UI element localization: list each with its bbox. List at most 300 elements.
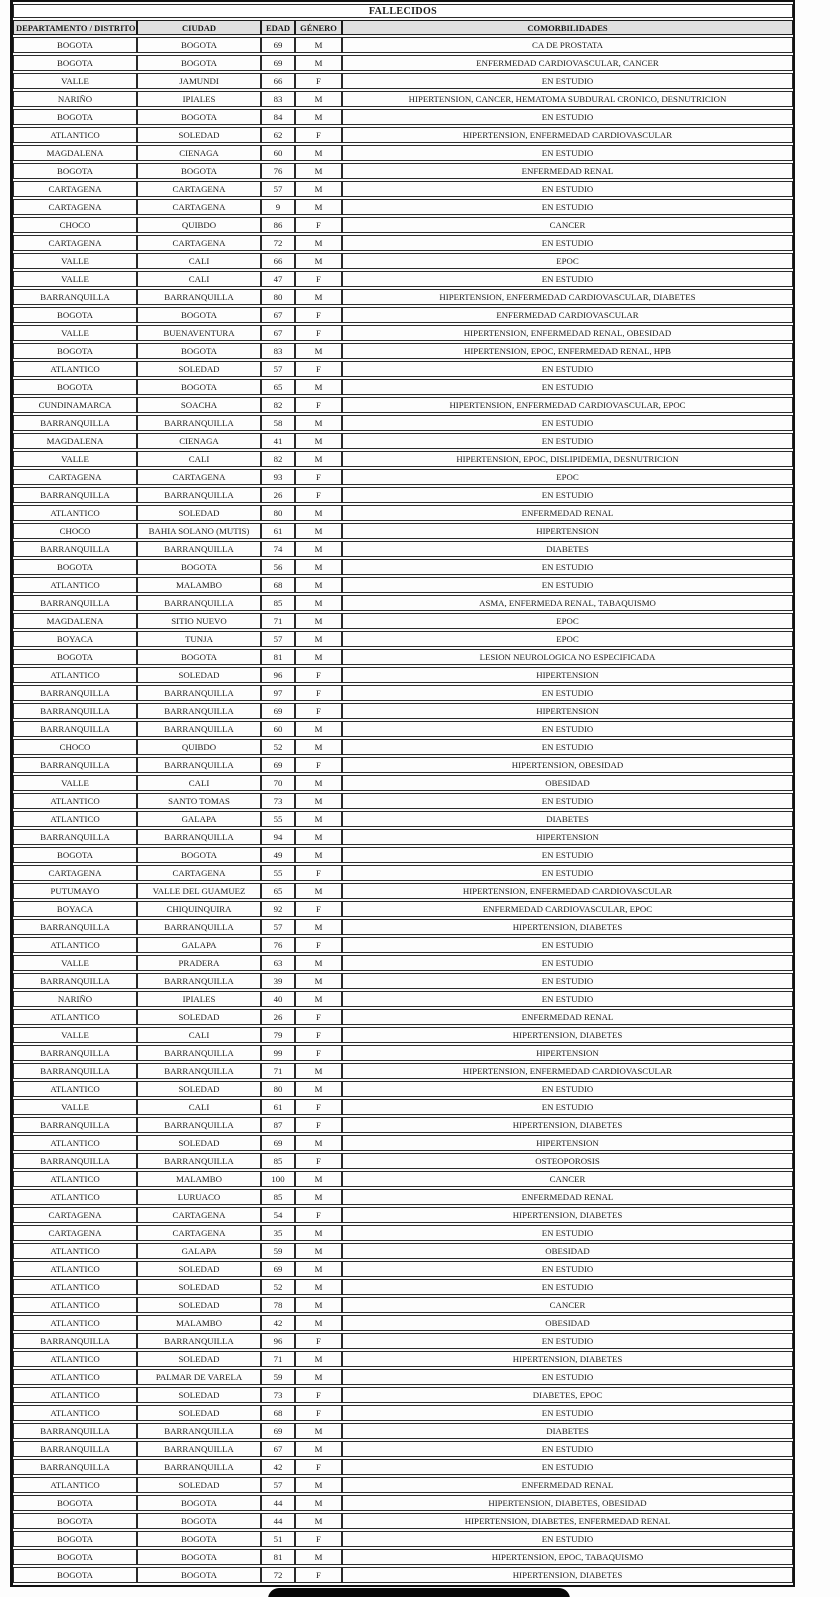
cell-comorbilidades: EN ESTUDIO [342,109,793,125]
cell-genero: F [295,1099,342,1115]
cell-edad: 72 [261,1567,295,1583]
cell-genero: M [295,415,342,431]
cell-edad: 76 [261,937,295,953]
cell-genero: F [295,127,342,143]
cell-departamento: BARRANQUILLA [13,595,137,611]
table-row [13,433,793,449]
cell-genero: F [295,1009,342,1025]
cell-comorbilidades: EN ESTUDIO [342,1369,793,1385]
cell-genero: M [295,739,342,755]
cell-genero: M [295,541,342,557]
cell-departamento: ATLANTICO [13,1315,137,1331]
cell-edad: 96 [261,1333,295,1349]
cell-departamento: VALLE [13,271,137,287]
cell-departamento: CARTAGENA [13,199,137,215]
table-row [13,1369,793,1385]
cell-comorbilidades: HIPERTENSION, ENFERMEDAD CARDIOVASCULAR [342,127,793,143]
cell-edad: 69 [261,1423,295,1439]
cell-genero: M [295,577,342,593]
cell-departamento: VALLE [13,1099,137,1115]
table-row [13,217,793,233]
table-row [13,1045,793,1061]
cell-departamento: BARRANQUILLA [13,1441,137,1457]
cell-comorbilidades: ASMA, ENFERMEDA RENAL, TABAQUISMO [342,595,793,611]
cell-comorbilidades: HIPERTENSION [342,829,793,845]
cell-ciudad: CHIQUINQUIRA [137,901,261,917]
table-row [13,379,793,395]
table-row [13,181,793,197]
cell-comorbilidades: EN ESTUDIO [342,1261,793,1277]
table-row [13,1189,793,1205]
cell-ciudad: SOLEDAD [137,1477,261,1493]
cell-departamento: BOGOTA [13,1495,137,1511]
cell-edad: 57 [261,181,295,197]
cell-edad: 60 [261,721,295,737]
cell-genero: F [295,1531,342,1547]
cell-departamento: ATLANTICO [13,1189,137,1205]
cell-genero: M [295,811,342,827]
cell-genero: M [295,253,342,269]
cell-comorbilidades: EN ESTUDIO [342,181,793,197]
cell-departamento: BOGOTA [13,1531,137,1547]
cell-departamento: VALLE [13,73,137,89]
cell-edad: 69 [261,757,295,773]
cell-comorbilidades: HIPERTENSION, DIABETES [342,1027,793,1043]
cell-genero: M [295,991,342,1007]
table-row [13,1315,793,1331]
table-row [13,145,793,161]
table-row [13,811,793,827]
cell-ciudad: PRADERA [137,955,261,971]
cell-comorbilidades: EN ESTUDIO [342,1531,793,1547]
cell-departamento: CARTAGENA [13,865,137,881]
cell-edad: 57 [261,1477,295,1493]
cell-departamento: BARRANQUILLA [13,415,137,431]
cell-departamento: VALLE [13,253,137,269]
cell-edad: 52 [261,1279,295,1295]
cell-comorbilidades: CA DE PROSTATA [342,37,793,53]
cell-ciudad: CALI [137,1099,261,1115]
cell-comorbilidades: EPOC [342,469,793,485]
cell-genero: M [295,451,342,467]
cell-genero: M [295,595,342,611]
cell-ciudad: CARTAGENA [137,181,261,197]
cell-genero: M [295,1369,342,1385]
cell-comorbilidades: ENFERMEDAD RENAL [342,505,793,521]
cell-edad: 26 [261,487,295,503]
cell-ciudad: SOLEDAD [137,1297,261,1313]
cell-ciudad: BARRANQUILLA [137,1117,261,1133]
cell-ciudad: CALI [137,253,261,269]
cell-ciudad: BARRANQUILLA [137,721,261,737]
cell-comorbilidades: CANCER [342,217,793,233]
cell-edad: 67 [261,1441,295,1457]
cell-comorbilidades: EN ESTUDIO [342,955,793,971]
home-indicator-pill[interactable] [268,1588,570,1597]
cell-departamento: CARTAGENA [13,469,137,485]
table-row [13,901,793,917]
cell-ciudad: BARRANQUILLA [137,487,261,503]
cell-departamento: MAGDALENA [13,145,137,161]
cell-genero: F [295,1567,342,1583]
cell-edad: 79 [261,1027,295,1043]
table-row [13,91,793,107]
cell-edad: 35 [261,1225,295,1241]
cell-comorbilidades: ENFERMEDAD CARDIOVASCULAR, EPOC [342,901,793,917]
cell-genero: M [295,523,342,539]
column-header-departamento: DEPARTAMENTO / DISTRITO [13,20,137,35]
cell-comorbilidades: HIPERTENSION, DIABETES [342,1351,793,1367]
cell-comorbilidades: EN ESTUDIO [342,739,793,755]
table-row [13,1009,793,1025]
cell-edad: 66 [261,253,295,269]
cell-edad: 84 [261,109,295,125]
table-row [13,703,793,719]
cell-departamento: BARRANQUILLA [13,757,137,773]
cell-ciudad: BARRANQUILLA [137,1045,261,1061]
cell-ciudad: GALAPA [137,937,261,953]
column-header-genero: GÉNERO [295,20,342,35]
table-row [13,1567,793,1583]
cell-genero: M [295,1261,342,1277]
cell-ciudad: QUIBDO [137,739,261,755]
cell-edad: 69 [261,1261,295,1277]
cell-ciudad: CARTAGENA [137,1225,261,1241]
cell-departamento: ATLANTICO [13,1261,137,1277]
cell-genero: F [295,487,342,503]
cell-ciudad: CIENAGA [137,433,261,449]
cell-comorbilidades: EN ESTUDIO [342,379,793,395]
cell-genero: M [295,1297,342,1313]
cell-comorbilidades: EN ESTUDIO [342,361,793,377]
table-row [13,721,793,737]
table-row [13,1351,793,1367]
cell-departamento: BARRANQUILLA [13,1423,137,1439]
cell-comorbilidades: EN ESTUDIO [342,577,793,593]
cell-comorbilidades: EPOC [342,613,793,629]
cell-edad: 94 [261,829,295,845]
cell-ciudad: LURUACO [137,1189,261,1205]
table-row [13,1243,793,1259]
cell-comorbilidades: HIPERTENSION, ENFERMEDAD CARDIOVASCULAR, EPOC [342,397,793,413]
column-header-ciudad: CIUDAD [137,20,261,35]
cell-comorbilidades: HIPERTENSION, DIABETES [342,919,793,935]
cell-edad: 69 [261,55,295,71]
table-row [13,163,793,179]
table-row [13,1531,793,1547]
cell-comorbilidades: HIPERTENSION, ENFERMEDAD CARDIOVASCULAR, DIABETES [342,289,793,305]
cell-departamento: ATLANTICO [13,937,137,953]
cell-departamento: BOGOTA [13,343,137,359]
cell-comorbilidades: HIPERTENSION, DIABETES, ENFERMEDAD RENAL [342,1513,793,1529]
table-row [13,631,793,647]
cell-edad: 26 [261,1009,295,1025]
table-row [13,937,793,953]
cell-comorbilidades: OBESIDAD [342,1243,793,1259]
fallecidos-table [10,0,795,1587]
table-row [13,1387,793,1403]
cell-genero: F [295,397,342,413]
cell-ciudad: CALI [137,451,261,467]
cell-edad: 56 [261,559,295,575]
cell-comorbilidades: DIABETES, EPOC [342,1387,793,1403]
cell-comorbilidades: EN ESTUDIO [342,199,793,215]
cell-departamento: ATLANTICO [13,793,137,809]
cell-edad: 82 [261,397,295,413]
cell-edad: 86 [261,217,295,233]
table-row [13,757,793,773]
table-row [13,1495,793,1511]
cell-ciudad: SOLEDAD [137,1261,261,1277]
cell-departamento: ATLANTICO [13,1135,137,1151]
cell-genero: F [295,1027,342,1043]
cell-departamento: CARTAGENA [13,1207,137,1223]
table-row [13,235,793,251]
cell-comorbilidades: EN ESTUDIO [342,1099,793,1115]
cell-edad: 63 [261,955,295,971]
cell-ciudad: BOGOTA [137,1567,261,1583]
cell-ciudad: SOLEDAD [137,361,261,377]
cell-ciudad: CALI [137,271,261,287]
table-row [13,1207,793,1223]
cell-comorbilidades: HIPERTENSION [342,523,793,539]
cell-edad: 42 [261,1459,295,1475]
cell-comorbilidades: EN ESTUDIO [342,73,793,89]
cell-departamento: BOGOTA [13,559,137,575]
cell-departamento: BARRANQUILLA [13,721,137,737]
cell-comorbilidades: OBESIDAD [342,1315,793,1331]
cell-comorbilidades: HIPERTENSION, ENFERMEDAD RENAL, OBESIDAD [342,325,793,341]
cell-departamento: ATLANTICO [13,505,137,521]
cell-comorbilidades: HIPERTENSION [342,1045,793,1061]
cell-edad: 66 [261,73,295,89]
cell-ciudad: GALAPA [137,1243,261,1259]
cell-edad: 73 [261,1387,295,1403]
cell-genero: M [295,109,342,125]
cell-genero: F [295,271,342,287]
table-row [13,523,793,539]
cell-ciudad: IPIALES [137,91,261,107]
cell-departamento: BOGOTA [13,163,137,179]
table-row [13,73,793,89]
cell-departamento: BARRANQUILLA [13,1459,137,1475]
cell-departamento: CHOCO [13,523,137,539]
cell-comorbilidades: HIPERTENSION, CANCER, HEMATOMA SUBDURAL CRONICO, DESNUTRICION [342,91,793,107]
cell-edad: 57 [261,631,295,647]
cell-edad: 80 [261,505,295,521]
cell-departamento: CARTAGENA [13,181,137,197]
cell-comorbilidades: EN ESTUDIO [342,685,793,701]
cell-departamento: BOGOTA [13,1549,137,1565]
cell-genero: M [295,433,342,449]
cell-ciudad: GALAPA [137,811,261,827]
table-row [13,1441,793,1457]
cell-ciudad: CARTAGENA [137,235,261,251]
cell-edad: 41 [261,433,295,449]
table-row [13,487,793,503]
table-row [13,1549,793,1565]
cell-comorbilidades: EN ESTUDIO [342,1459,793,1475]
table-row [13,1063,793,1079]
cell-comorbilidades: EN ESTUDIO [342,559,793,575]
table-row [13,865,793,881]
cell-ciudad: BARRANQUILLA [137,1441,261,1457]
cell-comorbilidades: EPOC [342,253,793,269]
cell-ciudad: QUIBDO [137,217,261,233]
table-row [13,289,793,305]
cell-comorbilidades: OBESIDAD [342,775,793,791]
cell-ciudad: SOLEDAD [137,1135,261,1151]
cell-genero: M [295,1243,342,1259]
cell-genero: M [295,649,342,665]
cell-departamento: BARRANQUILLA [13,829,137,845]
cell-genero: M [295,1423,342,1439]
cell-comorbilidades: HIPERTENSION, DIABETES [342,1207,793,1223]
cell-ciudad: BOGOTA [137,1531,261,1547]
cell-departamento: BOGOTA [13,109,137,125]
cell-genero: F [295,865,342,881]
cell-ciudad: BOGOTA [137,379,261,395]
cell-ciudad: BARRANQUILLA [137,541,261,557]
cell-comorbilidades: EN ESTUDIO [342,235,793,251]
cell-departamento: ATLANTICO [13,577,137,593]
cell-comorbilidades: EN ESTUDIO [342,721,793,737]
cell-departamento: NARIÑO [13,91,137,107]
cell-edad: 71 [261,613,295,629]
table-row [13,361,793,377]
cell-ciudad: JAMUNDI [137,73,261,89]
cell-genero: M [295,1279,342,1295]
cell-comorbilidades: EN ESTUDIO [342,1333,793,1349]
cell-departamento: BOGOTA [13,649,137,665]
cell-departamento: BOGOTA [13,1567,137,1583]
cell-comorbilidades: ENFERMEDAD CARDIOVASCULAR [342,307,793,323]
cell-departamento: CHOCO [13,739,137,755]
cell-departamento: ATLANTICO [13,667,137,683]
cell-genero: M [295,1315,342,1331]
cell-genero: F [295,1207,342,1223]
cell-departamento: BARRANQUILLA [13,1333,137,1349]
cell-genero: M [295,343,342,359]
cell-comorbilidades: EN ESTUDIO [342,973,793,989]
cell-ciudad: SOLEDAD [137,127,261,143]
table-row [13,505,793,521]
table-row [13,1081,793,1097]
cell-edad: 65 [261,379,295,395]
cell-edad: 68 [261,577,295,593]
cell-ciudad: SANTO TOMAS [137,793,261,809]
cell-genero: M [295,1189,342,1205]
cell-edad: 59 [261,1243,295,1259]
table-row [13,1135,793,1151]
cell-ciudad: BARRANQUILLA [137,685,261,701]
cell-genero: F [295,1045,342,1061]
cell-departamento: ATLANTICO [13,1279,137,1295]
table-row [13,541,793,557]
cell-comorbilidades: HIPERTENSION, EPOC, TABAQUISMO [342,1549,793,1565]
cell-departamento: VALLE [13,1027,137,1043]
table-row [13,1279,793,1295]
cell-edad: 80 [261,1081,295,1097]
cell-genero: F [295,469,342,485]
cell-comorbilidades: HIPERTENSION, DIABETES, OBESIDAD [342,1495,793,1511]
cell-genero: F [295,667,342,683]
table-row [13,775,793,791]
cell-edad: 85 [261,1153,295,1169]
cell-departamento: ATLANTICO [13,361,137,377]
cell-departamento: ATLANTICO [13,1081,137,1097]
table-row [13,199,793,215]
cell-ciudad: SOACHA [137,397,261,413]
cell-edad: 47 [261,271,295,287]
cell-ciudad: BARRANQUILLA [137,829,261,845]
cell-edad: 57 [261,361,295,377]
cell-departamento: ATLANTICO [13,1477,137,1493]
cell-genero: M [295,631,342,647]
cell-genero: F [295,325,342,341]
cell-comorbilidades: ENFERMEDAD RENAL [342,1189,793,1205]
cell-edad: 67 [261,325,295,341]
cell-ciudad: MALAMBO [137,1315,261,1331]
cell-comorbilidades: HIPERTENSION, ENFERMEDAD CARDIOVASCULAR [342,883,793,899]
cell-comorbilidades: OSTEOPOROSIS [342,1153,793,1169]
cell-departamento: CHOCO [13,217,137,233]
cell-comorbilidades: DIABETES [342,811,793,827]
cell-ciudad: CARTAGENA [137,865,261,881]
cell-ciudad: CIENAGA [137,145,261,161]
cell-edad: 87 [261,1117,295,1133]
cell-comorbilidades: HIPERTENSION, OBESIDAD [342,757,793,773]
table-row [13,271,793,287]
cell-departamento: BARRANQUILLA [13,685,137,701]
cell-genero: M [295,1441,342,1457]
cell-edad: 44 [261,1495,295,1511]
cell-departamento: VALLE [13,775,137,791]
table-row [13,685,793,701]
cell-genero: F [295,1387,342,1403]
cell-edad: 55 [261,811,295,827]
table-row [13,793,793,809]
cell-comorbilidades: EN ESTUDIO [342,145,793,161]
table-row [13,1423,793,1439]
cell-edad: 80 [261,289,295,305]
cell-comorbilidades: ENFERMEDAD RENAL [342,1009,793,1025]
table-row [13,667,793,683]
cell-genero: M [295,1351,342,1367]
cell-comorbilidades: CANCER [342,1297,793,1313]
cell-comorbilidades: CANCER [342,1171,793,1187]
cell-ciudad: SOLEDAD [137,1009,261,1025]
cell-departamento: BOYACA [13,631,137,647]
cell-edad: 93 [261,469,295,485]
table-row [13,343,793,359]
cell-ciudad: MALAMBO [137,1171,261,1187]
cell-comorbilidades: ENFERMEDAD RENAL [342,1477,793,1493]
table-row [13,847,793,863]
cell-genero: M [295,163,342,179]
cell-genero: M [295,919,342,935]
cell-edad: 44 [261,1513,295,1529]
cell-comorbilidades: EN ESTUDIO [342,271,793,287]
cell-edad: 81 [261,1549,295,1565]
cell-genero: M [295,793,342,809]
cell-ciudad: TUNJA [137,631,261,647]
cell-ciudad: CARTAGENA [137,1207,261,1223]
cell-genero: M [295,1171,342,1187]
cell-edad: 61 [261,523,295,539]
cell-departamento: BOGOTA [13,55,137,71]
table-row [13,109,793,125]
